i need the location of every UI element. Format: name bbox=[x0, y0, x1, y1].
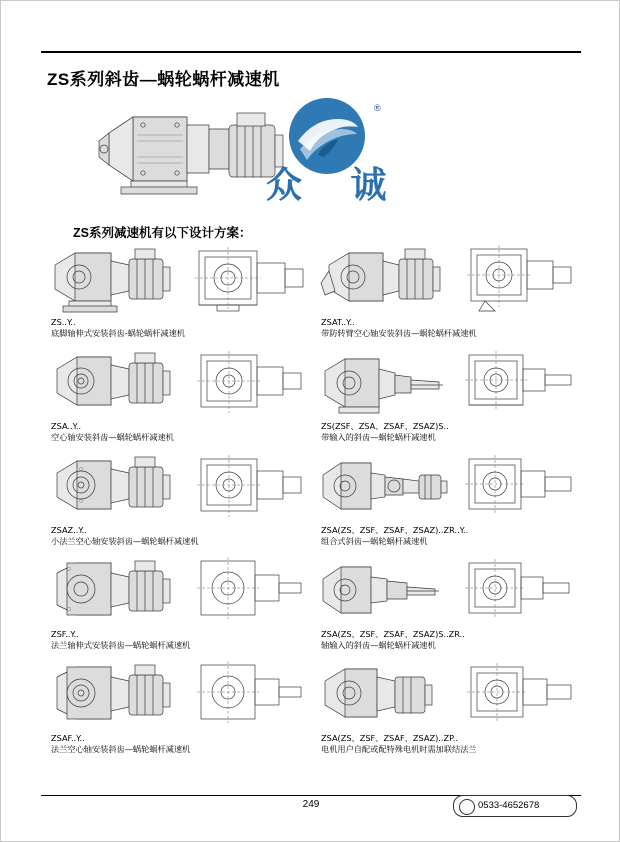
variant-figure-section bbox=[191, 555, 309, 627]
variant-cell bbox=[49, 243, 311, 347]
variant-figures bbox=[319, 555, 581, 627]
variant-cell bbox=[319, 347, 581, 451]
variant-row bbox=[41, 659, 581, 763]
variant-figure-section bbox=[461, 659, 579, 731]
variant-figure-perspective bbox=[49, 659, 181, 731]
variant-row bbox=[41, 451, 581, 555]
variant-figure-perspective bbox=[49, 243, 181, 315]
variant-description: 带输入的斜齿—蜗轮蜗杆减速机 bbox=[321, 431, 436, 442]
variant-cell bbox=[319, 451, 581, 555]
variant-figure-section bbox=[191, 451, 309, 523]
variant-code: ZSA(ZS、ZSF、ZSAF、ZSAZ)..ZR..Y.. bbox=[321, 525, 469, 535]
phone-number: 0533-4652678 bbox=[478, 800, 540, 811]
variant-figures bbox=[49, 451, 311, 523]
variant-figure-perspective bbox=[319, 347, 451, 419]
variant-figure-section bbox=[191, 347, 309, 419]
variant-row bbox=[41, 555, 581, 659]
variant-figure-section bbox=[191, 659, 309, 731]
variant-figure-perspective bbox=[49, 347, 181, 419]
variant-description: 法兰轴伸式安装斜齿—蜗轮蜗杆减速机 bbox=[51, 639, 191, 650]
variant-cell bbox=[49, 659, 311, 763]
variant-caption bbox=[51, 733, 309, 754]
company-logo bbox=[266, 97, 466, 212]
logo-wordmark: 众 诚 bbox=[266, 165, 405, 206]
variant-figure-section bbox=[461, 347, 579, 419]
variant-figure-perspective bbox=[319, 451, 451, 523]
variant-grid bbox=[41, 243, 581, 763]
variant-cell bbox=[319, 659, 581, 763]
variant-code: ZSA..Y.. bbox=[51, 421, 82, 431]
variant-figures bbox=[49, 659, 311, 731]
section-subtitle: ZS系列减速机有以下设计方案： bbox=[73, 226, 252, 240]
variant-figures bbox=[49, 243, 311, 315]
variant-cell bbox=[319, 555, 581, 659]
variant-code: ZS(ZSF、ZSA、ZSAF、ZSAZ)S.. bbox=[321, 421, 449, 431]
variant-figures bbox=[319, 347, 581, 419]
variant-description: 带防转臂空心轴安装斜齿—蜗轮蜗杆减速机 bbox=[321, 327, 477, 338]
variant-figures bbox=[319, 243, 581, 315]
variant-figures bbox=[49, 347, 311, 419]
variant-caption bbox=[321, 421, 579, 442]
top-rule bbox=[41, 51, 581, 53]
variant-description: 组合式斜齿—蜗轮蜗杆减速机 bbox=[321, 535, 428, 546]
variant-description: 轴输入的斜齿—蜗轮蜗杆减速机 bbox=[321, 639, 436, 650]
variant-figures bbox=[49, 555, 311, 627]
variant-figure-section bbox=[191, 243, 309, 315]
variant-figure-perspective bbox=[49, 451, 181, 523]
variant-caption bbox=[51, 421, 309, 442]
variant-code: ZSA(ZS、ZSF、ZSAF、ZSAZ)..ZP.. bbox=[321, 733, 458, 743]
variant-description: 底脚轴伸式安装斜齿-蜗轮蜗杆减速机 bbox=[51, 327, 185, 338]
variant-figures bbox=[319, 451, 581, 523]
variant-caption bbox=[321, 733, 579, 754]
variant-caption bbox=[321, 629, 579, 650]
variant-figure-perspective bbox=[49, 555, 181, 627]
hero-section bbox=[41, 95, 581, 215]
variant-figure-section bbox=[461, 555, 579, 627]
variant-code: ZSAZ..Y.. bbox=[51, 525, 87, 535]
variant-cell bbox=[49, 347, 311, 451]
variant-figures bbox=[319, 659, 581, 731]
variant-code: ZS..Y.. bbox=[51, 317, 76, 327]
page-title: ZS系列斜齿—蜗轮蜗杆减速机 bbox=[47, 70, 280, 89]
registered-mark: ® bbox=[374, 103, 381, 113]
variant-caption bbox=[321, 525, 579, 546]
variant-caption bbox=[51, 629, 309, 650]
variant-caption bbox=[51, 525, 309, 546]
variant-code: ZSF..Y.. bbox=[51, 629, 79, 639]
variant-code: ZSA(ZS、ZSF、ZSAF、ZSAZ)S..ZR.. bbox=[321, 629, 465, 639]
variant-cell bbox=[319, 243, 581, 347]
variant-figure-section bbox=[461, 243, 579, 315]
variant-figure-perspective bbox=[319, 555, 451, 627]
variant-cell bbox=[49, 555, 311, 659]
variant-code: ZSAF..Y.. bbox=[51, 733, 85, 743]
page-number: 249 bbox=[302, 799, 320, 810]
variant-description: 空心轴安装斜齿—蜗轮蜗杆减速机 bbox=[51, 431, 174, 442]
variant-row bbox=[41, 243, 581, 347]
gearbox-hero-illustration bbox=[91, 95, 291, 210]
variant-description: 法兰空心轴安装斜齿—蜗轮蜗杆减速机 bbox=[51, 743, 191, 754]
variant-caption bbox=[51, 317, 309, 338]
variant-row bbox=[41, 347, 581, 451]
variant-description: 小法兰空心轴安装斜齿—蜗轮蜗杆减速机 bbox=[51, 535, 199, 546]
variant-figure-perspective bbox=[319, 243, 451, 315]
phone-icon bbox=[459, 799, 475, 815]
page-content bbox=[41, 51, 581, 811]
variant-code: ZSAT..Y.. bbox=[321, 317, 355, 327]
variant-description: 电机用户自配或配特殊电机时需加联结法兰 bbox=[321, 743, 477, 754]
variant-figure-perspective bbox=[319, 659, 451, 731]
variant-caption bbox=[321, 317, 579, 338]
variant-figure-section bbox=[461, 451, 579, 523]
variant-cell bbox=[49, 451, 311, 555]
contact-phone-badge bbox=[453, 795, 577, 817]
